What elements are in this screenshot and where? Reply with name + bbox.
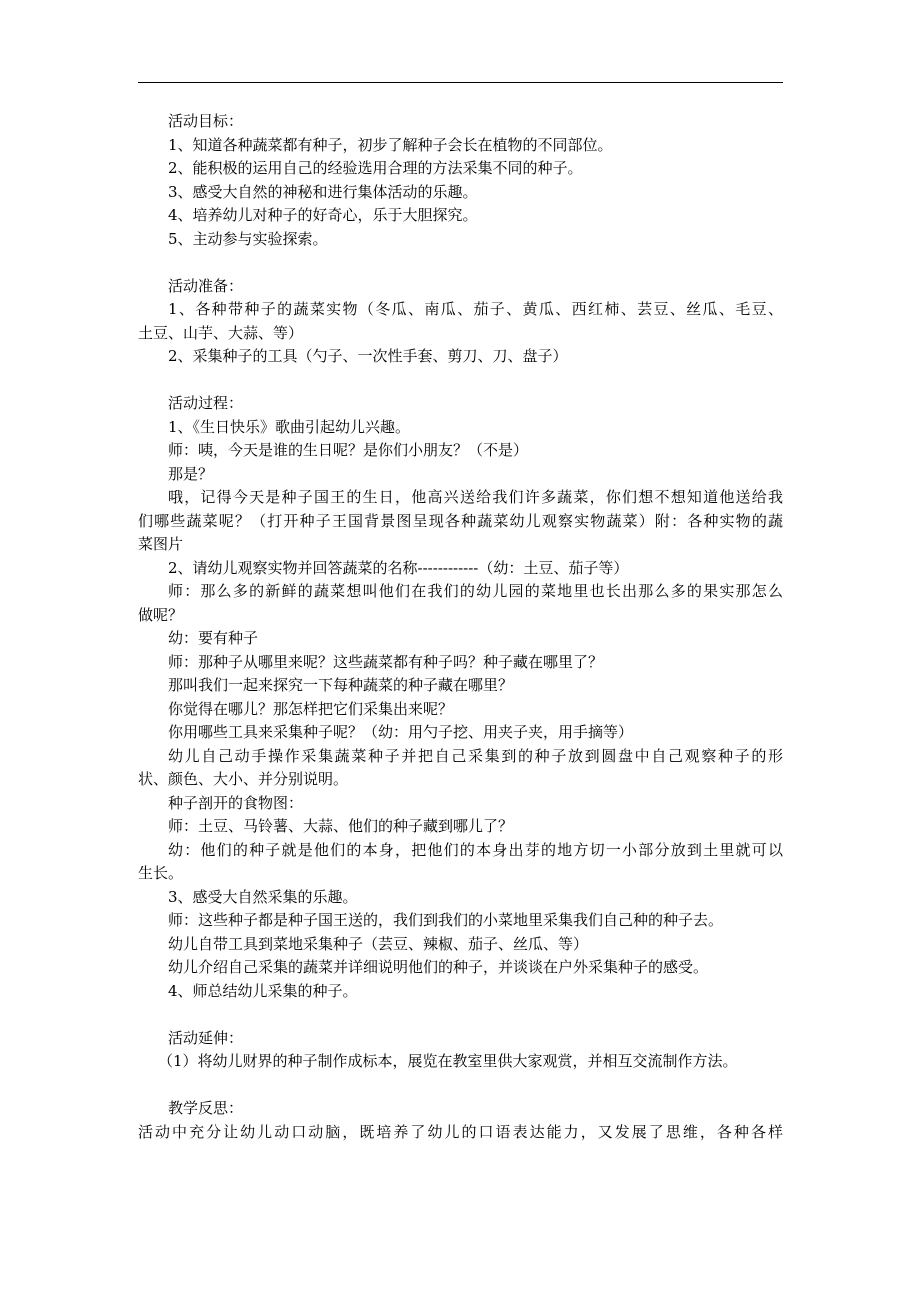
process-line: 4、师总结幼儿采集的种子。: [168, 981, 358, 1000]
goal-item-3: 3、感受大自然的神秘和进行集体活动的乐趣。: [168, 182, 478, 201]
process-line: 幼儿自己动手操作采集蔬菜种子并把自己采集到的种子放到圆盘中自己观察种子的形: [168, 746, 783, 765]
process-line: 幼：要有种子: [168, 629, 259, 647]
prep-item-1-line-1: 1、各种带种子的蔬菜实物（冬瓜、南瓜、茄子、黄瓜、西红柿、芸豆、丝瓜、毛豆、: [168, 300, 783, 318]
process-line: 师：土豆、马铃薯、大蒜、他们的种子藏到哪儿了？: [168, 817, 514, 835]
reflection-heading: 教学反思：: [168, 1099, 244, 1117]
process-line: 幼儿介绍自己采集的蔬菜并详细说明他们的种子，并谈谈在户外采集种子的感受。: [168, 958, 709, 976]
process-line: 菜图片: [138, 535, 184, 553]
extension-heading: 活动延伸：: [168, 1028, 244, 1047]
process-line: 种子剖开的食物图：: [168, 793, 304, 812]
section-gap: [138, 369, 783, 393]
process-line: 状、颜色、大小、并分别说明。: [138, 770, 349, 788]
process-line: 1、《生日快乐》歌曲引起幼儿兴趣。: [168, 417, 411, 436]
process-line: 师：那么多的新鲜的蔬菜想叫他们在我们的幼儿园的菜地里也长出那么多的果实那怎么: [168, 582, 783, 600]
process-line: 幼：他们的种子就是他们的本身，把他们的本身出芽的地方切一小部分放到土里就可以: [168, 840, 783, 859]
goal-item-1: 1、知道各种蔬菜都有种子，初步了解种子会长在植物的不同部位。: [168, 135, 613, 154]
process-line: 师：这些种子都是种子国王送的，我们到我们的小菜地里采集我们自己种的种子去。: [168, 911, 724, 929]
process-line: 哦，记得今天是种子国王的生日，他高兴送给我们许多蔬菜，你们想不想知道他送给我: [168, 488, 783, 506]
process-line: 师：那种子从哪里来呢？这些蔬菜都有种子吗？种子藏在哪里了？: [168, 652, 604, 671]
section-gap: [138, 1003, 783, 1027]
section-gap: [138, 1074, 783, 1098]
reflection-line-1: 活动中充分让幼儿动口动脑，既培养了幼儿的口语表达能力，又发展了思维，各种各样: [138, 1122, 783, 1141]
process-line: 2、请幼儿观察实物并回答蔬菜的名称------------（幼：土豆、茄子等）: [168, 558, 629, 577]
process-heading: 活动过程：: [168, 394, 244, 412]
document-body: [138, 110, 783, 1144]
process-line: 那是？: [168, 464, 214, 483]
process-line: 生长。: [138, 864, 184, 882]
process-line: 做呢？: [138, 605, 184, 624]
process-line: 那叫我们一起来探究一下每种蔬菜的种子藏在哪里？: [168, 676, 514, 694]
process-line: 你觉得在哪儿？那怎样把它们采集出来呢？: [168, 699, 454, 718]
process-line: 你用哪些工具来采集种子呢？（幼：用勺子挖、用夹子夹，用手摘等）: [168, 723, 634, 741]
prep-item-2: 2、采集种子的工具（勺子、一次性手套、剪刀、刀、盘子）: [168, 347, 568, 365]
section-gap: [138, 251, 783, 275]
process-line: 师：咦，今天是谁的生日呢？是你们小朋友？（不是）: [168, 441, 529, 459]
goal-item-2: 2、能积极的运用自己的经验选用合理的方法采集不同的种子。: [168, 159, 583, 177]
prep-item-1-line-2: 土豆、山芋、大蒜、等）: [138, 323, 304, 342]
extension-item-1: （1）将幼儿财界的种子制作成标本，展览在教室里供大家观赏，并相互交流制作方法。: [158, 1052, 738, 1070]
goal-item-5: 5、主动参与实验探索。: [168, 229, 328, 248]
process-line: 们哪些蔬菜呢？（打开种子王国背景图呈现各种蔬菜幼儿观察实物蔬菜）附：各种实物的蔬: [138, 511, 783, 530]
header-rule: [138, 82, 783, 83]
goals-heading: 活动目标：: [168, 112, 244, 130]
prep-heading: 活动准备：: [168, 276, 244, 295]
process-line: 幼儿自带工具到菜地采集种子（芸豆、辣椒、茄子、丝瓜、等）: [168, 934, 589, 953]
process-line: 3、感受大自然采集的乐趣。: [168, 887, 358, 906]
goal-item-4: 4、培养幼儿对种子的好奇心，乐于大胆探究。: [168, 206, 478, 224]
